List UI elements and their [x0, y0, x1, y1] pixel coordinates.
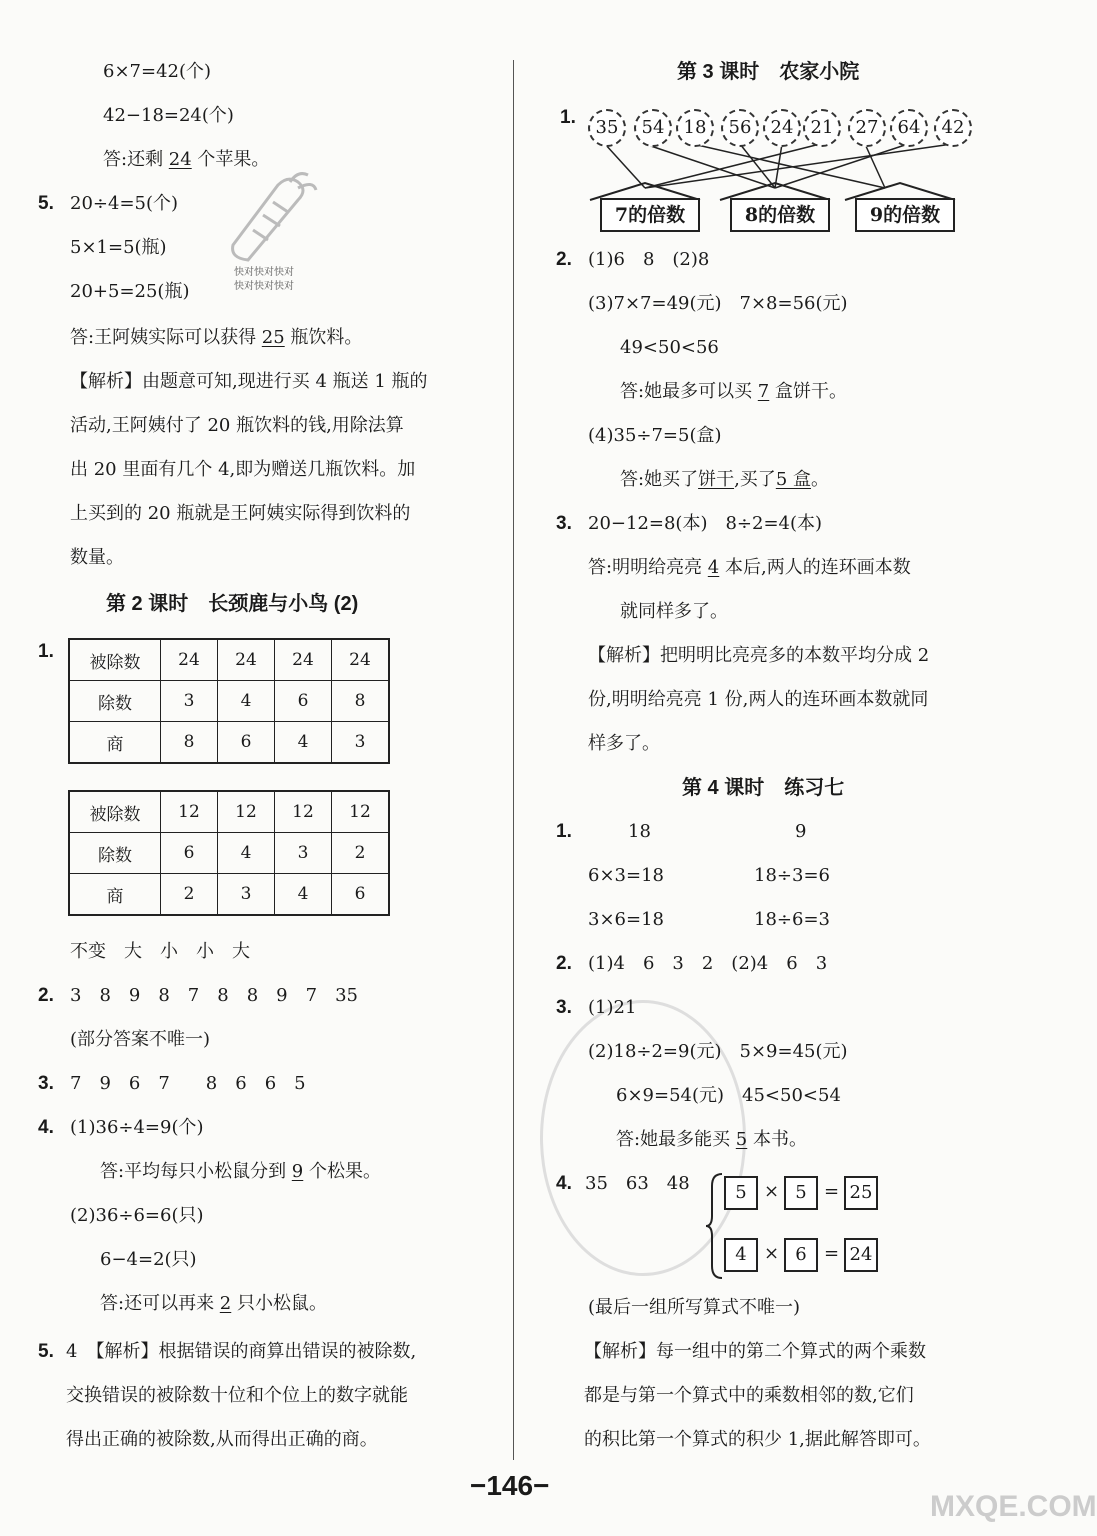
line: 18: [628, 821, 651, 842]
equals-sign: =: [824, 1243, 840, 1264]
line: 6×7=42(个): [103, 61, 212, 82]
table-cell: 8: [332, 681, 390, 722]
equals-sign: =: [824, 1181, 840, 1202]
line: (1)21: [588, 997, 637, 1018]
times-sign: ×: [764, 1243, 780, 1264]
answer-line: 答:她最多可以买 7 盒饼干。: [620, 381, 847, 402]
answer-box: 6: [784, 1238, 818, 1272]
question-number: 3.: [556, 513, 572, 534]
site-watermark: MXQE.COM: [930, 1490, 1097, 1523]
number-circle: 35: [588, 109, 626, 147]
curly-brace: [704, 1172, 724, 1280]
analysis-line: 交换错误的被除数十位和个位上的数字就能: [66, 1385, 408, 1406]
question-number: 3.: [556, 997, 572, 1018]
times-sign: ×: [764, 1181, 780, 1202]
analysis-line: 数量。: [70, 547, 124, 568]
table-cell: 12: [161, 791, 218, 833]
analysis-line: 上买到的 20 瓶就是王阿姨实际得到饮料的: [70, 503, 411, 524]
analysis-line: 【解析】由题意可知,现进行买 4 瓶送 1 瓶的: [70, 371, 428, 392]
line: (1)36÷4=9(个): [70, 1117, 204, 1138]
table-cell: 商: [69, 874, 161, 916]
analysis-line: 【解析】每一组中的第二个算式的两个乘数: [584, 1341, 926, 1362]
line: 18÷6=3: [754, 909, 830, 930]
table-cell: 3: [161, 681, 218, 722]
table-cell: 24: [218, 639, 275, 681]
number-circle: 18: [676, 109, 714, 147]
table-cell: 6: [332, 874, 390, 916]
line: 20÷4=5(个): [70, 193, 179, 214]
line: (部分答案不唯一): [70, 1029, 211, 1050]
logo-text: 快对快对快对: [234, 267, 294, 278]
table-cell: 除数: [69, 833, 161, 874]
answer-line: 答:还剩 24 个苹果。: [103, 149, 270, 170]
table-cell: 被除数: [69, 791, 161, 833]
table-cell: 2: [161, 874, 218, 916]
line: 7 9 6 7 8 6 6 5: [70, 1073, 306, 1094]
number-circle: 21: [803, 109, 841, 147]
question-number: 1.: [38, 641, 54, 662]
table-cell: 3: [275, 833, 332, 874]
number-circle: 24: [763, 109, 801, 147]
question-number: 1.: [560, 107, 576, 128]
table-cell: 3: [218, 874, 275, 916]
line: 20−12=8(本) 8÷2=4(本): [588, 513, 823, 534]
house-label: 7的倍数: [600, 198, 700, 232]
question-number: 3.: [38, 1073, 54, 1094]
answer-box: 25: [844, 1176, 878, 1210]
analysis-line: 份,明明给亮亮 1 份,两人的连环画本数就同: [588, 689, 929, 710]
house-label: 9的倍数: [855, 198, 955, 232]
table-cell: 12: [218, 791, 275, 833]
analysis-line: 4 【解析】根据错误的商算出错误的被除数,: [66, 1341, 417, 1362]
line: (1)6 8 (2)8: [588, 249, 710, 270]
table-cell: 6: [161, 833, 218, 874]
line: 5×1=5(瓶): [70, 237, 167, 258]
answer-line: 答:还可以再来 2 只小松鼠。: [100, 1293, 327, 1314]
table-cell: 6: [218, 722, 275, 764]
division-table-2: [68, 790, 390, 916]
number-circle: 56: [721, 109, 759, 147]
carrot-logo-icon: [228, 170, 318, 270]
analysis-line: 的积比第一个算式的积少 1,据此解答即可。: [584, 1429, 931, 1450]
division-table-1: [68, 638, 390, 764]
table-cell: 24: [332, 639, 390, 681]
line: (最后一组所写算式不唯一): [588, 1297, 801, 1318]
question-number: 1.: [556, 821, 572, 842]
line: 6−4=2(只): [100, 1249, 197, 1270]
question-number: 2.: [556, 953, 572, 974]
number-circle: 42: [934, 109, 972, 147]
answer-line: 答:明明给亮亮 4 本后,两人的连环画本数: [588, 557, 911, 578]
table-cell: 24: [275, 639, 332, 681]
analysis-line: 都是与第一个算式中的乘数相邻的数,它们: [584, 1385, 914, 1406]
line: (2)18÷2=9(元) 5×9=45(元): [588, 1041, 848, 1062]
line: 49<50<56: [620, 337, 719, 358]
section-heading: 第 4 课时 练习七: [682, 777, 845, 799]
question-number: 5.: [38, 193, 54, 214]
line: 3×6=18: [588, 909, 664, 930]
line: (2)36÷6=6(只): [70, 1205, 204, 1226]
line: (1)4 6 3 2 (2)4 6 3: [588, 953, 828, 974]
line: 35 63 48: [585, 1173, 690, 1194]
page-number: −146−: [470, 1470, 550, 1501]
section-heading: 第 2 课时 长颈鹿与小鸟 (2): [106, 593, 359, 615]
table-cell: 8: [161, 722, 218, 764]
line: (3)7×7=49(元) 7×8=56(元): [588, 293, 848, 314]
number-circle: 54: [634, 109, 672, 147]
section-heading: 第 3 课时 农家小院: [677, 61, 860, 83]
table-cell: 12: [332, 791, 390, 833]
answer-box: 5: [784, 1176, 818, 1210]
analysis-line: 得出正确的被除数,从而得出正确的商。: [66, 1429, 378, 1450]
house-label: 8的倍数: [730, 198, 830, 232]
line: 6×3=18: [588, 865, 664, 886]
table-cell: 被除数: [69, 639, 161, 681]
answer-line: 答:她买了饼干,买了5 盒。: [620, 469, 829, 490]
table-cell: 4: [218, 681, 275, 722]
number-circle: 27: [848, 109, 886, 147]
question-number: 4.: [556, 1173, 572, 1194]
table-cell: 3: [332, 722, 390, 764]
line: 20+5=25(瓶): [70, 281, 190, 302]
line: 9: [795, 821, 807, 842]
line: 3 8 9 8 7 8 8 9 7 35: [70, 985, 358, 1006]
table-cell: 4: [218, 833, 275, 874]
answer-line: 答:平均每只小松鼠分到 9 个松果。: [100, 1161, 381, 1182]
answer-line: 答:王阿姨实际可以获得 25 瓶饮料。: [70, 327, 363, 348]
table-cell: 6: [275, 681, 332, 722]
analysis-line: 【解析】把明明比亮亮多的本数平均分成 2: [588, 645, 930, 666]
question-number: 4.: [38, 1117, 54, 1138]
table-cell: 商: [69, 722, 161, 764]
table-cell: 24: [161, 639, 218, 681]
line: 18÷3=6: [754, 865, 830, 886]
analysis-line: 样多了。: [588, 733, 660, 754]
number-circle: 64: [890, 109, 928, 147]
line: (4)35÷7=5(盒): [588, 425, 722, 446]
answer-box: 5: [724, 1176, 758, 1210]
line: 42−18=24(个): [103, 105, 234, 126]
answer-box: 24: [844, 1238, 878, 1272]
answer-line: 答:她最多能买 5 本书。: [616, 1129, 807, 1150]
analysis-line: 活动,王阿姨付了 20 瓶饮料的钱,用除法算: [70, 415, 404, 436]
table-cell: 2: [332, 833, 390, 874]
table-cell: 除数: [69, 681, 161, 722]
line: 6×9=54(元) 45<50<54: [616, 1085, 841, 1106]
table-cell: 4: [275, 874, 332, 916]
analysis-line: 出 20 里面有几个 4,即为赠送几瓶饮料。加: [70, 459, 416, 480]
question-number: 2.: [38, 985, 54, 1006]
line: 不变 大 小 小 大: [70, 941, 250, 962]
table-cell: 4: [275, 722, 332, 764]
column-divider: [513, 60, 514, 1460]
question-number: 5.: [38, 1341, 54, 1362]
table-cell: 12: [275, 791, 332, 833]
question-number: 2.: [556, 249, 572, 270]
answer-box: 4: [724, 1238, 758, 1272]
logo-text: 快对快对快对: [234, 281, 294, 292]
line: 就同样多了。: [620, 601, 728, 622]
